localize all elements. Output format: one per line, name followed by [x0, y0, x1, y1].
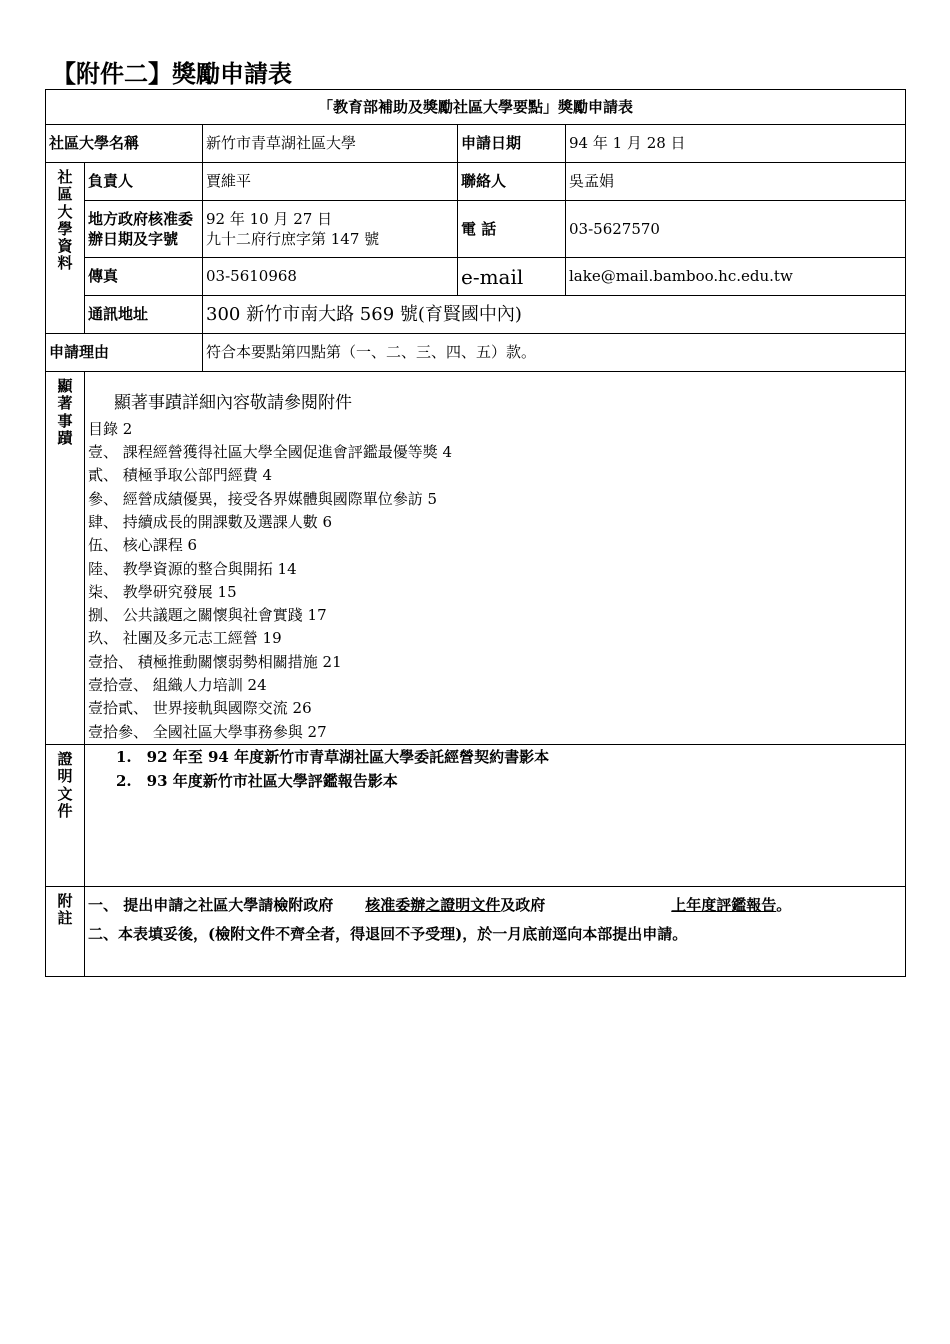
reason-value: 符合本要點第四點第（一、二、三、四、五）款。 [203, 334, 906, 372]
document-item: 1. 92 年至 94 年度新竹市青草湖社區大學委託經營契約書影本 [116, 748, 550, 766]
deeds-item: 目錄 2 [88, 419, 133, 438]
reason-label: 申請理由 [46, 334, 203, 372]
contact-label: 聯絡人 [458, 163, 566, 201]
notes-content [85, 887, 906, 977]
college-info-label: 社 區 大 學 資 料 [46, 163, 85, 334]
form-title: 「教育部補助及獎勵社區大學要點」獎勵申請表 [46, 90, 906, 125]
leader-label: 負責人 [85, 163, 203, 201]
approval-label: 地方政府核准委辦日期及字號 [85, 201, 203, 258]
address-label: 通訊地址 [85, 296, 203, 334]
documents-label: 證 明 文 件 [46, 745, 85, 887]
deeds-item: 玖、 社團及多元志工經營 19 [88, 629, 282, 648]
deeds-content [85, 372, 906, 745]
deeds-item: 壹拾、 積極推動關懷弱勢相關措施 21 [88, 652, 342, 671]
apply-date-value: 94 年 1 月 28 日 [566, 125, 906, 163]
fax-value: 03-5610968 [203, 258, 458, 296]
deeds-item: 貳、 積極爭取公部門經費 4 [88, 466, 273, 485]
note-line-1: 一、 提出申請之社區大學請檢附政府 核准委辦之證明文件及政府 上年度評鑑報告。 [88, 896, 792, 914]
note-line-2: 二、本表填妥後，(檢附文件不齊全者，得退回不予受理)，於一月底前逕向本部提出申請。 [88, 925, 688, 943]
deeds-item: 肆、 持續成長的開課數及選課人數 6 [88, 512, 333, 531]
address-value: 300 新竹市南大路 569 號(育賢國中內) [203, 296, 906, 334]
documents-content [85, 745, 906, 887]
phone-value: 03-5627570 [566, 201, 906, 258]
approval-value: 92 年 10 月 27 日 九十二府行庶字第 147 號 [203, 201, 458, 258]
deeds-item: 參、 經營成績優異，接受各界媒體與國際單位參訪 5 [88, 489, 438, 508]
email-label: e-mail [458, 258, 566, 296]
deeds-item: 陸、 教學資源的整合與開拓 14 [88, 559, 297, 578]
deeds-item: 柒、 教學研究發展 15 [88, 582, 237, 601]
deeds-lead: 顯著事蹟詳細內容敬請參閱附件 [114, 393, 352, 413]
college-name-label: 社區大學名稱 [46, 125, 203, 163]
attachment-title: 【附件二】獎勵申請表 [52, 59, 292, 88]
apply-date-label: 申請日期 [458, 125, 566, 163]
email-value: lake@mail.bamboo.hc.edu.tw [566, 258, 906, 296]
deeds-item: 壹拾壹、 組織人力培訓 24 [88, 676, 267, 695]
contact-value: 吳孟娟 [566, 163, 906, 201]
college-name-value: 新竹市青草湖社區大學 [203, 125, 458, 163]
phone-label: 電 話 [458, 201, 566, 258]
notes-label: 附 註 [46, 887, 85, 977]
fax-label: 傳真 [85, 258, 203, 296]
deeds-label: 顯 著 事 蹟 [46, 372, 85, 745]
document-item: 2. 93 年度新竹市社區大學評鑑報告影本 [116, 772, 398, 790]
deeds-item: 壹、 課程經營獲得社區大學全國促進會評鑑最優等獎 4 [88, 443, 453, 462]
deeds-item: 壹拾貳、 世界接軌與國際交流 26 [88, 699, 312, 718]
deeds-item: 伍、 核心課程 6 [88, 536, 198, 555]
application-form [45, 89, 906, 977]
deeds-item: 壹拾參、 全國社區大學事務參與 27 [88, 722, 327, 741]
leader-value: 賈維平 [203, 163, 458, 201]
deeds-item: 捌、 公共議題之關懷與社會實踐 17 [88, 606, 327, 625]
